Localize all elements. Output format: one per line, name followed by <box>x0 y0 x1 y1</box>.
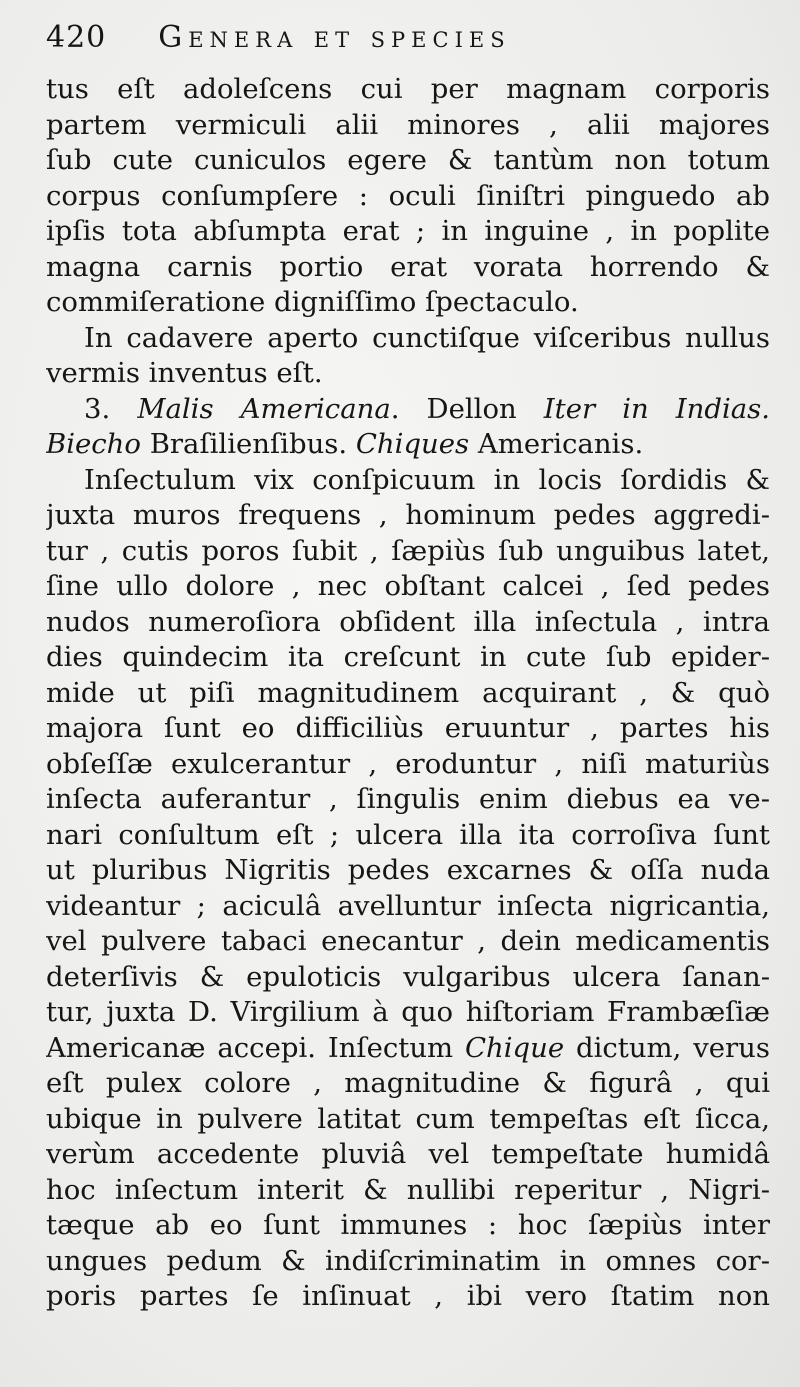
text-line <box>46 143 770 179</box>
text-line <box>46 321 770 357</box>
text-segment: magna carnis portio erat vorata horrendo & <box>46 250 770 283</box>
text-segment: dictum, verus <box>564 1031 770 1064</box>
text-line <box>46 1279 770 1315</box>
text-segment: ut pluribus Nigritis pedes excarnes & oſſa nuda <box>46 854 770 886</box>
text-segment: deterſivis & epuloticis vulgaribus ulcera ſanan- <box>46 960 770 993</box>
text-segment: tæque ab eo ſunt immunes : hoc ſæpiùs inter <box>46 1209 770 1241</box>
text-line <box>46 108 770 144</box>
text-line <box>46 747 770 783</box>
text-line <box>46 392 770 428</box>
text-line <box>46 640 770 676</box>
italic-text-segment: Malis Americana <box>137 392 391 425</box>
text-segment: dies quindecim ita creſcunt in cute ſub epider- <box>46 641 770 673</box>
text-line <box>46 72 770 108</box>
text-segment: ipſis tota abſumpta erat ; in inguine , in poplite <box>46 215 770 247</box>
text-segment: ſine ullo dolore , nec obſtant calcei , ſed pedes <box>46 570 770 602</box>
text-line <box>46 569 770 605</box>
text-line <box>46 214 770 250</box>
text-segment: juxta muros frequens , hominum pedes aggredi- <box>46 499 770 531</box>
text-line <box>46 250 770 286</box>
text-line <box>46 889 770 925</box>
text-segment: poris partes ſe inſinuat , ibi vero ſtatim non <box>46 1280 770 1312</box>
text-segment: tur , cutis poros ſubit , ſæpiùs ſub unguibus latet, <box>46 534 770 567</box>
text-line <box>46 463 770 499</box>
text-line <box>46 1208 770 1244</box>
text-line <box>46 179 770 215</box>
text-line <box>46 356 770 392</box>
text-line <box>46 818 770 854</box>
italic-text-segment: Chiques <box>355 428 470 460</box>
text-segment: Inſectulum vix conſpicuum in locis ſordidis & <box>84 463 770 496</box>
text-line <box>46 534 770 570</box>
text-line <box>46 1031 770 1067</box>
text-segment: tur, juxta D. Virgilium à quo hiſtoriam Frambæſiæ <box>46 996 770 1028</box>
text-segment: vel pulvere tabaci enecantur , dein medicamentis <box>46 925 770 957</box>
italic-text-segment: Iter in Indias. <box>543 392 770 425</box>
text-line <box>46 1244 770 1280</box>
text-segment: nudos numeroſiora obſident illa inſectula , intra <box>46 605 770 638</box>
text-segment: obſeſſæ exulcerantur , eroduntur , niſi maturiùs <box>46 747 770 780</box>
text-segment: partem vermiculi alii minores , alii majores <box>46 108 770 141</box>
text-line <box>46 924 770 960</box>
text-segment: Americanis. <box>469 428 644 460</box>
text-segment: Americanæ accepi. Inſectum <box>46 1031 465 1064</box>
text-line <box>46 676 770 712</box>
text-segment: Braſilienſibus. <box>140 428 356 460</box>
italic-text-segment: Biecho <box>46 428 141 460</box>
text-segment: ungues pedum & indiſcriminatim in omnes cor- <box>46 1244 770 1277</box>
italic-text-segment: Chique <box>464 1031 565 1064</box>
text-line <box>46 427 770 463</box>
text-line <box>46 711 770 747</box>
text-line <box>46 1137 770 1173</box>
text-segment: hoc inſectum interit & nullibi reperitur , Nigri- <box>46 1173 770 1206</box>
text-line <box>46 1102 770 1138</box>
text-segment: commiſeratione digniſſimo ſpectaculo. <box>46 286 579 318</box>
text-line <box>46 605 770 641</box>
text-line <box>46 285 770 321</box>
body-text <box>46 72 770 1315</box>
text-segment: tus eſt adoleſcens cui per magnam corporis <box>46 73 770 105</box>
text-line <box>46 1173 770 1209</box>
text-segment: ubique in pulvere latitat cum tempeſtas eſt ſicca, <box>46 1102 770 1135</box>
text-segment: verùm accedente pluviâ vel tempeſtate humidâ <box>46 1138 770 1170</box>
text-segment: corpus conſumpſere : oculi ſiniſtri pinguedo ab <box>46 179 770 212</box>
text-segment: In cadavere aperto cunctiſque viſceribus nullus <box>84 321 770 354</box>
text-line <box>46 995 770 1031</box>
page-header <box>46 20 770 72</box>
text-line <box>46 853 770 889</box>
text-segment: majora ſunt eo difficiliùs eruuntur , partes his <box>46 712 770 744</box>
text-line <box>46 960 770 996</box>
running-title: Genera et species <box>158 20 511 55</box>
text-line <box>46 498 770 534</box>
text-segment: eſt pulex colore , magnitudine & figurâ , qui <box>46 1067 770 1099</box>
text-line <box>46 782 770 818</box>
text-segment: ſub cute cuniculos egere & tantùm non totum <box>46 144 770 176</box>
text-segment: 3. <box>84 392 138 425</box>
page-number: 420 <box>46 20 107 55</box>
text-segment: mide ut piſi magnitudinem acquirant , & quò <box>46 676 770 709</box>
text-segment: nari conſultum eſt ; ulcera illa ita corroſiva ſunt <box>46 818 770 851</box>
text-segment: . Dellon <box>390 392 544 425</box>
text-segment: vermis inventus eſt. <box>46 357 323 389</box>
text-segment: videantur ; aciculâ avelluntur inſecta nigricantia, <box>46 889 770 922</box>
text-segment: inſecta auferantur , ſingulis enim diebus ea ve- <box>46 783 770 815</box>
text-line <box>46 1066 770 1102</box>
